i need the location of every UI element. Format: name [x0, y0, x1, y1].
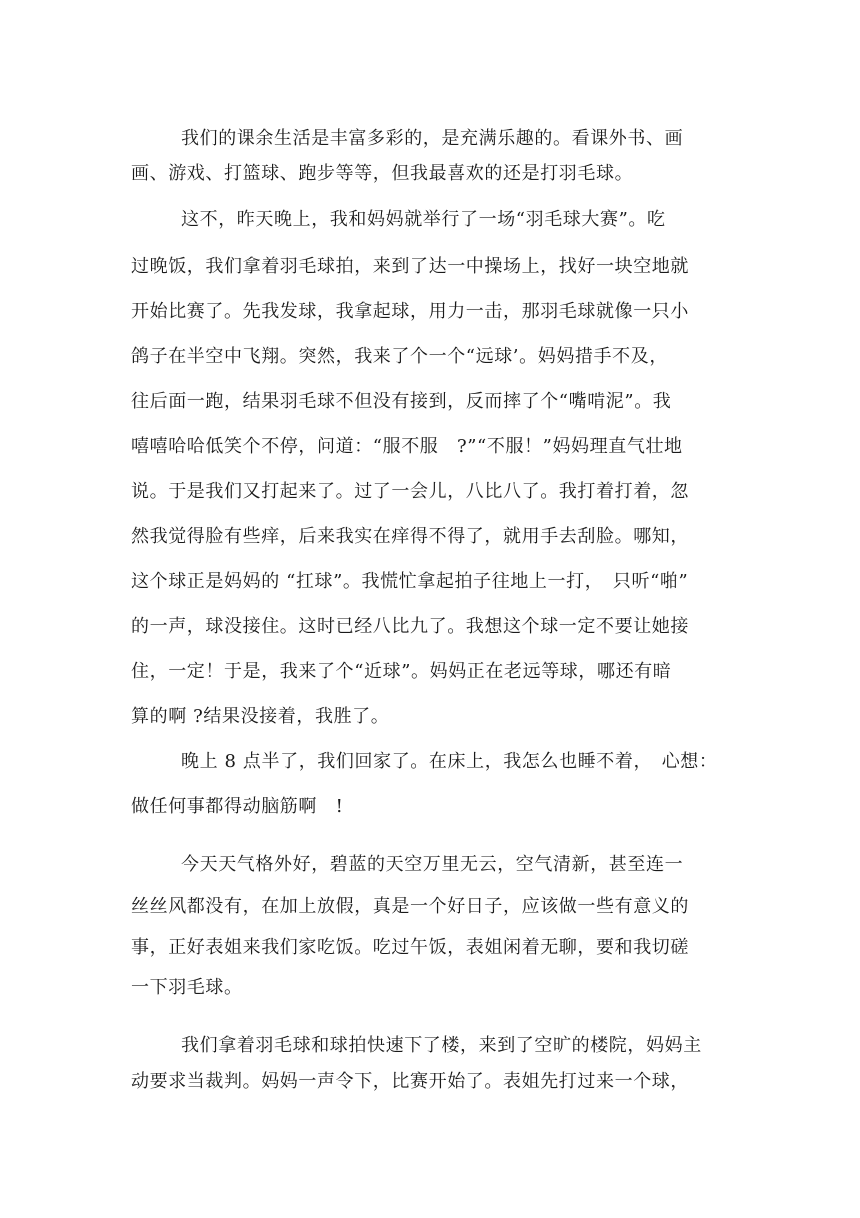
- paragraph-4-line-4: 一下羽毛球。: [131, 977, 243, 998]
- paragraph-2-line-10: 的一声，球没接住。这时已经八比九了。我想这个球一定不要让她接: [131, 616, 689, 637]
- paragraph-2-line-3: 开始比赛了。先我发球，我拿起球，用力一击，那羽毛球就像一只小: [131, 301, 689, 322]
- paragraph-4-line-2: 丝丝风都没有，在加上放假，真是一个好日子，应该做一些有意义的: [131, 896, 689, 917]
- paragraph-4-line-1: 今天天气格外好，碧蓝的天空万里无云，空气清新，甚至连一: [181, 854, 684, 875]
- paragraph-2-line-6: 嘻嘻哈哈低笑个不停，问道：“服不服 ?”“不服！”妈妈理直气壮地: [131, 436, 683, 457]
- paragraph-3-line-2: 做任何事都得动脑筋啊 !: [131, 796, 344, 817]
- paragraph-2-line-11: 住，一定！于是，我来了个“近球”。妈妈正在老远等球，哪还有暗: [131, 661, 672, 682]
- paragraph-2-line-1: 这不，昨天晚上，我和妈妈就举行了一场“羽毛球大赛”。吃: [181, 209, 666, 230]
- paragraph-2-line-9: 这个球正是妈妈的 “扛球”。我慌忙拿起拍子往地上一打， 只听“啪”: [131, 571, 689, 592]
- paragraph-1-line-2: 画、游戏、打篮球、跑步等等，但我最喜欢的还是打羽毛球。: [131, 163, 634, 184]
- paragraph-2-line-12: 算的啊 ?结果没接着，我胜了。: [131, 706, 390, 727]
- paragraph-5-line-1: 我们拿着羽毛球和球拍快速下了楼，来到了空旷的楼院，妈妈主: [181, 1035, 702, 1056]
- paragraph-2-line-2: 过晚饭，我们拿着羽毛球拍，来到了达一中操场上，找好一块空地就: [131, 256, 689, 277]
- paragraph-4-line-3: 事，正好表姐来我们家吃饭。吃过午饭，表姐闲着无聊，要和我切磋: [131, 937, 689, 958]
- paragraph-2-line-8: 然我觉得脸有些痒，后来我实在痒得不得了，就用手去刮脸。哪知，: [131, 526, 689, 547]
- paragraph-2-line-7: 说。于是我们又打起来了。过了一会儿，八比八了。我打着打着，忽: [131, 481, 689, 502]
- paragraph-2-line-5: 往后面一跑，结果羽毛球不但没有接到，反而摔了个“嘴啃泥”。我: [131, 391, 672, 412]
- paragraph-3-line-1: 晚上 8 点半了，我们回家了。在床上，我怎么也睡不着， 心想：: [181, 751, 718, 772]
- paragraph-1-line-1: 我们的课余生活是丰富多彩的，是充满乐趣的。看课外书、画: [181, 128, 684, 149]
- paragraph-5-line-2: 动要求当裁判。妈妈一声令下，比赛开始了。表姐先打过来一个球，: [131, 1071, 689, 1092]
- paragraph-2-line-4: 鸽子在半空中飞翔。突然，我来了个一个“远球’。妈妈措手不及，: [131, 346, 668, 367]
